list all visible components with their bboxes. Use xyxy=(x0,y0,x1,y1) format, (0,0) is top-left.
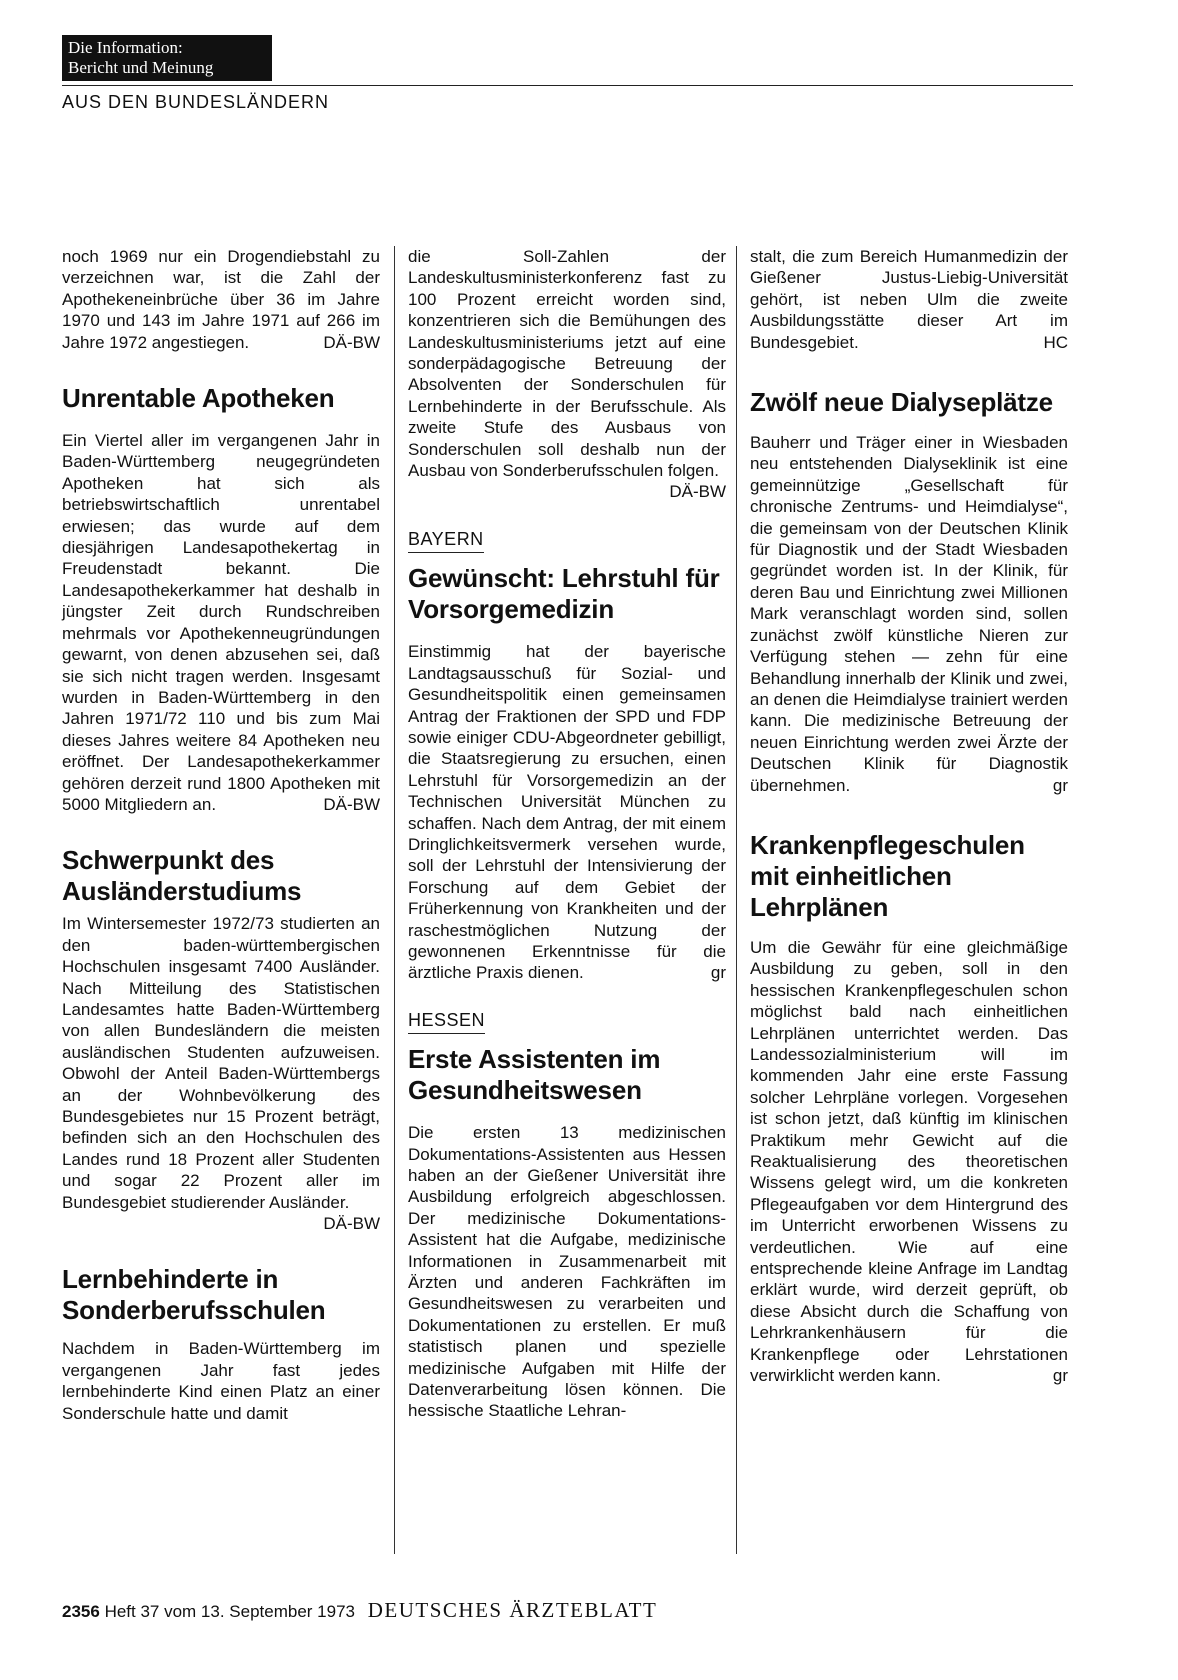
author-signature: DÄ-BW xyxy=(323,1214,380,1234)
section-title: AUS DEN BUNDESLÄNDERN xyxy=(62,92,330,112)
article-body-lehrstuhl-vorsorgemedizin: Einstimmig hat der bayerische Landtagsausschuß für Sozial- und Gesundheitspolitik einen gemeinsamen Antrag der Fraktionen der SPD und FDP sowie einiger CDU-Abgeordneter gebilligt, die Staatsregierung zu ersuchen, einen Lehrstuhl für Vorsorgemedizin an der Technischen Universität München zu schaffen. Nach dem Antrag, der mit einem Dringlichkeitsvermerk versehen wurde, soll der Lehrstuhl der Intensivierung der Forschung auf dem Gebiet der Früherkennung von Krankheiten und der raschestmöglichen Nutzung der gewonnenen Erkenntnisse für die ärztliche Praxis dienen. gr xyxy=(408,642,726,983)
author-signature: gr xyxy=(1052,1366,1068,1386)
page-footer xyxy=(62,1598,657,1623)
column-divider-1 xyxy=(394,246,395,1554)
article-body-lernbehinderte: Nachdem in Baden-Württemberg im vergangenen Jahr fast jedes lernbehinderte Kind einen Platz an einer Sonderschule hatte und damit xyxy=(62,1339,380,1423)
article-title-erste-assistenten: Erste Assistenten im Gesundheitswesen xyxy=(408,1044,661,1106)
article-body-dialyseplaetze: Bauherr und Träger einer in Wiesbaden neu entstehenden Dialyseklinik ist eine gemeinnützige „Gesellschaft für chronische Zentrums- und Heimdialyse“, die gemeinsam von der Deutschen Klinik für Diagnostik und der Stadt Wiesbaden gegründet worden ist. In der Klinik, für deren Bau und Einrichtung zwei Millionen Mark veranschlagt worden sind, sollen zunächst zwölf künstliche Nieren zur Verfügung stehen — zehn für eine Behandlung innerhalb der Klinik und zwei, an denen die Heimdialyse trainiert werden kann. Die medizinische Betreuung der neuen Einrichtung werden zwei Ärzte der Deutschen Klinik für Diagnostik übernehmen. gr xyxy=(750,433,1068,795)
page-number: 2356 xyxy=(62,1602,100,1621)
author-signature: DÄ-BW xyxy=(323,332,380,352)
article-title-lernbehinderte: Lernbehinderte in Sonderberufsschulen xyxy=(62,1264,326,1326)
author-signature: gr xyxy=(710,963,726,983)
article-body-auslaenderstudium: Im Wintersemester 1972/73 studierten an den baden-württembergischen Hochschulen insgesamt 7400 Ausländer. Nach Mitteilung des Statistischen Landesamtes hatte Baden-Württemberg von allen Bundesländern die meisten ausländischen Studenten aufzuweisen. Obwohl der Anteil Baden-Württembergs an der Wohnbevölkerung des Bundesgebietes nur 15 Prozent beträgt, befinden sich an den Hochschulen des Landes rund 18 Prozent aller Studenten und sogar 22 Prozent aller im Bundesgebiet studierender Ausländer. DÄ-BW xyxy=(62,914,380,1234)
article-body-erste-assistenten: Die ersten 13 medizinischen Dokumentations-Assistenten aus Hessen haben an der Gießener Universität ihre Ausbildung erfolgreich abgeschlossen. Der medizinische Dokumentations-Assistent hat die Aufgabe, medizinische Informationen in Zusammenarbeit mit Ärzten und anderen Fachkräften im Gesundheitswesen zu verarbeiten und Dokumentationen zu erstellen. Er muß statistisch planen und spezielle medizinische Aufgaben mit Hilfe der Datenverarbeitung lösen können. Die hessische Staatliche Lehran- xyxy=(408,1123,726,1421)
author-signature: DÄ-BW xyxy=(323,794,380,814)
rubric-label xyxy=(62,35,272,81)
article-title-unrentable-apotheken: Unrentable Apotheken xyxy=(62,383,335,414)
column-divider-2 xyxy=(736,246,737,1554)
column-1 xyxy=(62,246,380,1424)
article-title-auslaenderstudium: Schwerpunkt des Ausländerstudiums xyxy=(62,845,302,907)
continued-paragraph: die Soll-Zahlen der Landeskultusministerkonferenz fast zu 100 Prozent erreicht worden sind, konzentrieren sich die Bemühungen des Landeskultusministeriums jetzt auf eine sonderpädagogische Betreuung der Absolventen der Sonderschulen für Lernbehinderte in der Berufsschule. Als zweite Stufe des Ausbaus von Sonderschulen soll deshalb nun der Ausbau von Sonderberufsschulen folgen. DÄ-BW xyxy=(408,247,726,502)
rubric-line-2: Bericht und Meinung xyxy=(68,58,214,77)
author-signature: gr xyxy=(1052,775,1068,795)
masthead: DEUTSCHES ÄRZTEBLATT xyxy=(367,1598,658,1622)
author-signature: DÄ-BW xyxy=(669,482,726,502)
region-label-hessen: HESSEN xyxy=(408,1010,485,1034)
region-label-bayern: BAYERN xyxy=(408,529,484,553)
author-signature: HC xyxy=(1043,332,1068,352)
issue-info: Heft 37 vom 13. September 1973 xyxy=(104,1602,355,1621)
header-rule xyxy=(62,85,1073,86)
column-3 xyxy=(750,246,1068,1386)
article-body-krankenpflegeschulen: Um die Gewähr für eine gleichmäßige Ausbildung zu geben, soll in den hessischen Krankenpflegeschulen schon möglichst bald nach einheitlichen Lehrplänen unterrichtet werden. Das Landessozialministerium will im kommenden Jahr eine erste Fassung solcher Lehrpläne vorlegen. Vorgesehen ist schon jetzt, daß künftig im klinischen Praktikum mehr Gewicht auf die Reaktualisierung des theoretischen Wissens gelegt wird, um die konkreten Pflegeaufgaben vor dem Hintergrund des im Unterricht erworbenen Wissens zu verdeutlichen. Wie auf eine entsprechende kleine Anfrage im Landtag erklärt wurde, wird derzeit geprüft, ob diese Absicht durch die Schaffung von Lehrkrankenhäusern für die Krankenpflege oder Lehrstationen verwirklicht werden kann. gr xyxy=(750,937,1068,1386)
article-title-lehrstuhl-vorsorgemedizin: Gewünscht: Lehrstuhl für Vorsorgemedizin xyxy=(408,563,720,625)
continued-paragraph: stalt, die zum Bereich Humanmedizin der Gießener Justus-Liebig-Universität gehört, ist neben Ulm die zweite Ausbildungsstätte dieser Art im Bundesgebiet. HC xyxy=(750,247,1068,352)
rubric-line-1: Die Information: xyxy=(68,38,183,57)
column-2 xyxy=(408,246,726,1422)
article-body-unrentable-apotheken: Ein Viertel aller im vergangenen Jahr in Baden-Württemberg neugegründeten Apotheken hat sich als betriebswirtschaftlich unrentabel erwiesen; das wurde auf dem diesjährigen Landesapothekertag in Freudenstadt bekannt. Die Landesapothekerkammer hat deshalb in jüngster Zeit durch Rundschreiben mehrmals vor Apothekenneugründungen gewarnt, von denen abzusehen sei, daß sie sich nicht tragen werden. Insgesamt wurden in Baden-Württemberg in den Jahren 1971/72 110 und bis zum Mai dieses Jahres weitere 84 Apotheken neu eröffnet. Der Landesapothekerkammer gehören derzeit rund 1800 Apotheken mit 5000 Mitgliedern an. DÄ-BW xyxy=(62,431,380,814)
article-title-dialyseplaetze: Zwölf neue Dialyseplätze xyxy=(750,387,1053,418)
intro-paragraph: noch 1969 nur ein Drogendiebstahl zu verzeichnen war, ist die Zahl der Apothekeneinbrüche über 36 im Jahre 1970 und 143 im Jahre 1971 auf 266 im Jahre 1972 angestiegen. DÄ-BW xyxy=(62,247,380,352)
article-title-krankenpflegeschulen: Krankenpflegeschulen mit einheitlichen Lehrplänen xyxy=(750,829,1025,922)
